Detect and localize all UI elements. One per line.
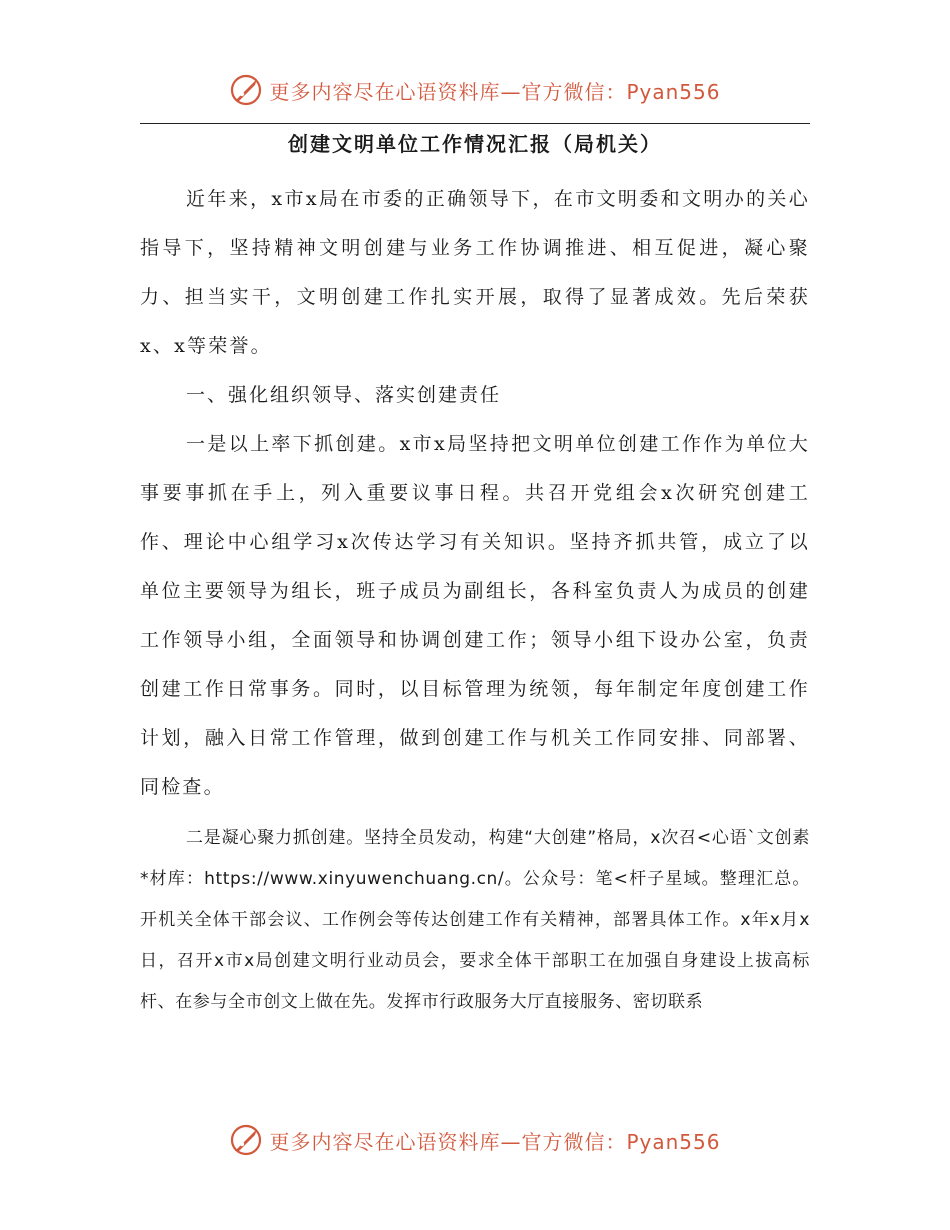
- document-title: 创建文明单位工作情况汇报（局机关）: [288, 132, 662, 156]
- watermark-text: 更多内容尽在心语资料库—官方微信：Pyan556: [269, 1129, 721, 1154]
- watermark-text: 更多内容尽在心语资料库—官方微信：Pyan556: [269, 79, 721, 104]
- header-rule: [140, 123, 810, 124]
- pen-logo-icon: [229, 1123, 263, 1157]
- body-paragraph: 近年来，x市x局在市委的正确领导下，在市文明委和文明办的关心指导下，坚持精神文明创建与业务工作协调推进、相互促进，凝心聚力、担当实干，文明创建工作扎实开展，取得了显著成效。先后荣获x、x等荣誉。: [140, 188, 810, 357]
- section-heading: 一、强化组织领导、落实创建责任: [186, 384, 502, 406]
- watermark-banner-top: [0, 70, 950, 110]
- document-body: [140, 175, 810, 1023]
- body-paragraph: 一是以上率下抓创建。x市x局坚持把文明单位创建工作作为单位大事要事抓在手上，列入重要议事日程。共召开党组会x次研究创建工作、理论中心组学习x次传达学习有关知识。坚持齐抓共管，成立了以单位主要领导为组长，班子成员为副组长，各科室负责人为成员的创建工作领导小组，全面领导和协调创建工作；领导小组下设办公室，负责创建工作日常事务。同时，以目标管理为统领，每年制定年度创建工作计划，融入日常工作管理，做到创建工作与机关工作同安排、同部署、同检查。: [140, 433, 810, 798]
- pen-logo-icon: [229, 73, 263, 107]
- watermark-banner-bottom: [0, 1120, 950, 1160]
- body-paragraph: 二是凝心聚力抓创建。坚持全员发动，构建“大创建”格局，x次召<心语`文创素*材库：https://www.xinyuwenchuang.cn/。公众号：笔<杆子星域。整理汇总。开机关全体干部会议、工作例会等传达创建工作有关精神，部署具体工作。x年x月x日，召开x市x局创建文明行业动员会，要求全体干部职工在加强自身建设上拔高标杆、在参与全市创文上做在先。发挥市行政服务大厅直接服务、密切联系: [140, 828, 810, 1012]
